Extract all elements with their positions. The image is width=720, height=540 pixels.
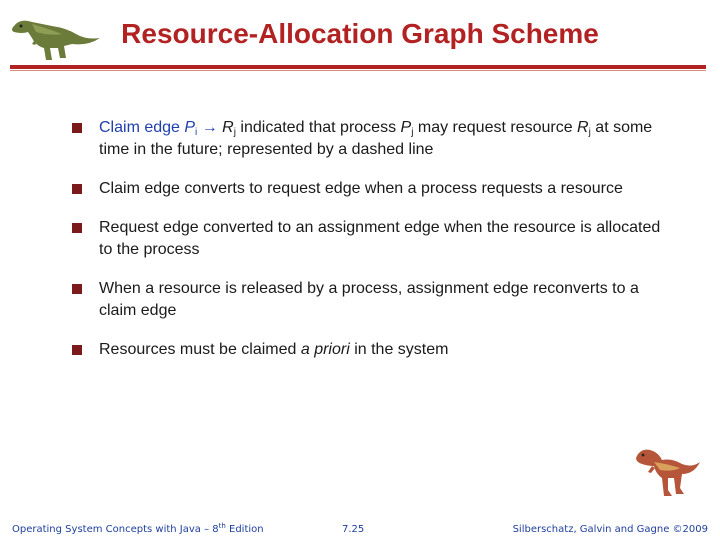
bullet-text-run: P — [400, 119, 412, 136]
bullet-text-run: → — [197, 119, 223, 136]
bullet-text: Request edge converted to an assignment edge when the resource is allocated to the process — [99, 219, 661, 258]
subscript: j — [411, 127, 414, 138]
bullet-text-run: in the system — [349, 341, 449, 358]
bullet-text-run: Claim edge — [99, 119, 185, 136]
title-underline-shadow — [10, 70, 706, 71]
bullet-text-run: Resources must be claimed — [99, 341, 301, 358]
bullet-text: Claim edge converts to request edge when a process requests a resource — [99, 180, 623, 197]
bullet-marker-icon — [72, 184, 82, 194]
bullet-text — [99, 119, 652, 158]
bullet-text-run: R — [577, 119, 589, 136]
bullet-text-run: indicated that process — [235, 119, 401, 136]
footer-page-number: 7.25 — [342, 524, 365, 535]
bullet-text: When a resource is released by a process, assignment edge reconverts to a claim edge — [99, 280, 639, 319]
bullet-item — [72, 117, 672, 161]
subscript: j — [588, 127, 591, 138]
dinosaur-mascot-icon — [632, 438, 702, 498]
bullet-list — [72, 117, 672, 361]
bullet-text — [99, 341, 448, 358]
bullet-marker-icon — [72, 345, 82, 355]
subscript: j — [233, 127, 236, 138]
bullet-marker-icon — [72, 123, 82, 133]
bullet-marker-icon — [72, 223, 82, 233]
slide-title: Resource-Allocation Graph Scheme — [121, 18, 599, 49]
footer-book-title — [12, 524, 264, 535]
bullet-item — [72, 217, 672, 261]
bullet-text-run: P — [184, 119, 196, 136]
footer-book-title-text: Operating System Concepts with Java – 8 — [12, 524, 219, 535]
bullet-text-run: a priori — [300, 341, 350, 358]
footer-copyright: Silberschatz, Galvin and Gagne ©2009 — [512, 524, 708, 535]
subscript: i — [195, 127, 198, 138]
bullet-item — [72, 178, 672, 200]
bullet-text-run: R — [222, 119, 234, 136]
footer-book-title-tail: Edition — [225, 524, 264, 535]
bullet-marker-icon — [72, 284, 82, 294]
bullet-item — [72, 339, 672, 361]
superscript: th — [218, 522, 226, 530]
bullet-text-run: at some time in the future; represented by a dashed line — [99, 119, 653, 158]
title-underline — [10, 65, 706, 69]
bullet-item — [72, 278, 672, 322]
bullet-text-run: may request resource — [413, 119, 578, 136]
